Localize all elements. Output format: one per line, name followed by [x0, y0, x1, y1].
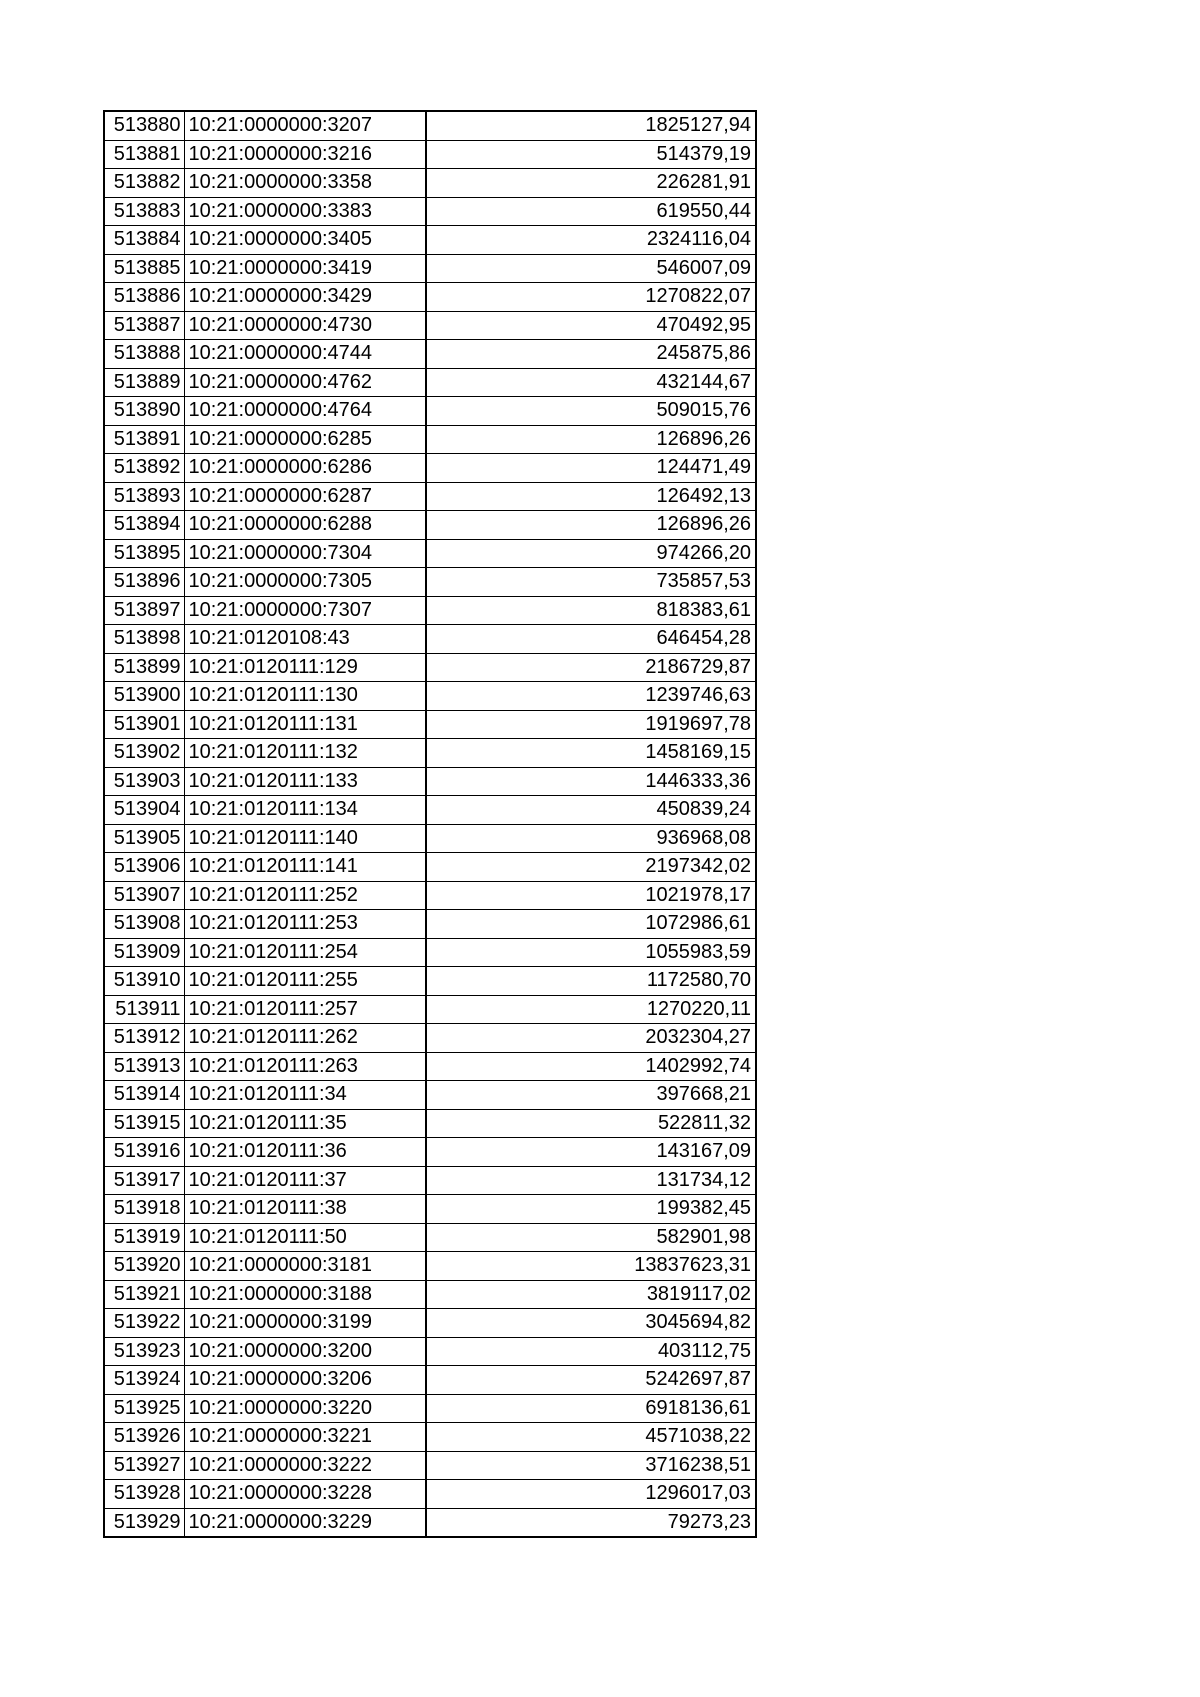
row-id-cell: 513918	[104, 1195, 184, 1224]
row-id-cell: 513928	[104, 1480, 184, 1509]
row-id-cell: 513903	[104, 767, 184, 796]
row-id-cell: 513886	[104, 283, 184, 312]
table-body	[104, 111, 756, 1537]
cadastral-number-cell: 10:21:0120111:35	[184, 1109, 426, 1138]
cadastral-number-cell: 10:21:0120111:262	[184, 1024, 426, 1053]
table-row	[104, 283, 756, 312]
row-id-cell: 513891	[104, 425, 184, 454]
table-row	[104, 425, 756, 454]
value-cell: 1919697,78	[426, 710, 756, 739]
table-row	[104, 1223, 756, 1252]
cadastral-number-cell: 10:21:0000000:3188	[184, 1280, 426, 1309]
value-cell: 646454,28	[426, 625, 756, 654]
cadastral-number-cell: 10:21:0000000:7304	[184, 539, 426, 568]
data-table	[103, 110, 757, 1538]
value-cell: 245875,86	[426, 340, 756, 369]
table-row	[104, 1252, 756, 1281]
row-id-cell: 513890	[104, 397, 184, 426]
cadastral-number-cell: 10:21:0000000:6288	[184, 511, 426, 540]
row-id-cell: 513904	[104, 796, 184, 825]
cadastral-number-cell: 10:21:0000000:7307	[184, 596, 426, 625]
value-cell: 3819117,02	[426, 1280, 756, 1309]
value-cell: 514379,19	[426, 140, 756, 169]
table-row	[104, 1024, 756, 1053]
cadastral-number-cell: 10:21:0000000:3200	[184, 1337, 426, 1366]
table-row	[104, 254, 756, 283]
row-id-cell: 513887	[104, 311, 184, 340]
row-id-cell: 513917	[104, 1166, 184, 1195]
cadastral-number-cell: 10:21:0000000:3228	[184, 1480, 426, 1509]
cadastral-number-cell: 10:21:0120111:263	[184, 1052, 426, 1081]
row-id-cell: 513883	[104, 197, 184, 226]
row-id-cell: 513894	[104, 511, 184, 540]
table-row	[104, 767, 756, 796]
row-id-cell: 513912	[104, 1024, 184, 1053]
table-row	[104, 397, 756, 426]
value-cell: 450839,24	[426, 796, 756, 825]
value-cell: 522811,32	[426, 1109, 756, 1138]
cadastral-number-cell: 10:21:0120111:254	[184, 938, 426, 967]
table-row	[104, 1138, 756, 1167]
row-id-cell: 513926	[104, 1423, 184, 1452]
table-row	[104, 881, 756, 910]
row-id-cell: 513893	[104, 482, 184, 511]
value-cell: 2324116,04	[426, 226, 756, 255]
cadastral-number-cell: 10:21:0120111:34	[184, 1081, 426, 1110]
cadastral-number-cell: 10:21:0120111:253	[184, 910, 426, 939]
row-id-cell: 513895	[104, 539, 184, 568]
table-row	[104, 1480, 756, 1509]
table-row	[104, 1508, 756, 1537]
table-row	[104, 853, 756, 882]
value-cell: 6918136,61	[426, 1394, 756, 1423]
value-cell: 582901,98	[426, 1223, 756, 1252]
table-row	[104, 568, 756, 597]
row-id-cell: 513880	[104, 111, 184, 140]
value-cell: 546007,09	[426, 254, 756, 283]
table-row	[104, 910, 756, 939]
value-cell: 124471,49	[426, 454, 756, 483]
table-row	[104, 1309, 756, 1338]
row-id-cell: 513882	[104, 169, 184, 198]
value-cell: 2197342,02	[426, 853, 756, 882]
cadastral-number-cell: 10:21:0120111:255	[184, 967, 426, 996]
value-cell: 1825127,94	[426, 111, 756, 140]
cadastral-number-cell: 10:21:0000000:4762	[184, 368, 426, 397]
cadastral-number-cell: 10:21:0120111:134	[184, 796, 426, 825]
row-id-cell: 513881	[104, 140, 184, 169]
value-cell: 1446333,36	[426, 767, 756, 796]
value-cell: 1402992,74	[426, 1052, 756, 1081]
cadastral-number-cell: 10:21:0120111:37	[184, 1166, 426, 1195]
table-row	[104, 226, 756, 255]
value-cell: 5242697,87	[426, 1366, 756, 1395]
table-row	[104, 368, 756, 397]
value-cell: 1072986,61	[426, 910, 756, 939]
table-row	[104, 1423, 756, 1452]
value-cell: 126492,13	[426, 482, 756, 511]
table-row	[104, 1166, 756, 1195]
cadastral-number-cell: 10:21:0120111:36	[184, 1138, 426, 1167]
value-cell: 1270220,11	[426, 995, 756, 1024]
row-id-cell: 513925	[104, 1394, 184, 1423]
cadastral-number-cell: 10:21:0120111:133	[184, 767, 426, 796]
table-row	[104, 1366, 756, 1395]
row-id-cell: 513916	[104, 1138, 184, 1167]
row-id-cell: 513888	[104, 340, 184, 369]
value-cell: 432144,67	[426, 368, 756, 397]
cadastral-number-cell: 10:21:0000000:3221	[184, 1423, 426, 1452]
cadastral-number-cell: 10:21:0000000:6285	[184, 425, 426, 454]
value-cell: 2186729,87	[426, 653, 756, 682]
value-cell: 126896,26	[426, 511, 756, 540]
value-cell: 936968,08	[426, 824, 756, 853]
table-row	[104, 625, 756, 654]
cadastral-number-cell: 10:21:0000000:6287	[184, 482, 426, 511]
value-cell: 974266,20	[426, 539, 756, 568]
table-row	[104, 111, 756, 140]
table-row	[104, 1337, 756, 1366]
table-row	[104, 596, 756, 625]
cadastral-number-cell: 10:21:0000000:3220	[184, 1394, 426, 1423]
cadastral-number-cell: 10:21:0000000:3222	[184, 1451, 426, 1480]
row-id-cell: 513892	[104, 454, 184, 483]
table-row	[104, 169, 756, 198]
cadastral-number-cell: 10:21:0000000:3181	[184, 1252, 426, 1281]
table-row	[104, 938, 756, 967]
cadastral-number-cell: 10:21:0000000:4764	[184, 397, 426, 426]
value-cell: 619550,44	[426, 197, 756, 226]
row-id-cell: 513897	[104, 596, 184, 625]
cadastral-number-cell: 10:21:0120111:50	[184, 1223, 426, 1252]
row-id-cell: 513900	[104, 682, 184, 711]
value-cell: 131734,12	[426, 1166, 756, 1195]
table-row	[104, 1052, 756, 1081]
row-id-cell: 513922	[104, 1309, 184, 1338]
cadastral-number-cell: 10:21:0000000:3206	[184, 1366, 426, 1395]
value-cell: 143167,09	[426, 1138, 756, 1167]
cadastral-number-cell: 10:21:0120111:38	[184, 1195, 426, 1224]
table-row	[104, 197, 756, 226]
table-row	[104, 967, 756, 996]
table-row	[104, 1394, 756, 1423]
cadastral-number-cell: 10:21:0120111:130	[184, 682, 426, 711]
value-cell: 1055983,59	[426, 938, 756, 967]
row-id-cell: 513884	[104, 226, 184, 255]
value-cell: 397668,21	[426, 1081, 756, 1110]
table-row	[104, 824, 756, 853]
cadastral-number-cell: 10:21:0000000:3419	[184, 254, 426, 283]
table-row	[104, 311, 756, 340]
row-id-cell: 513914	[104, 1081, 184, 1110]
table-row	[104, 140, 756, 169]
cadastral-number-cell: 10:21:0120111:252	[184, 881, 426, 910]
table-row	[104, 539, 756, 568]
table-row	[104, 454, 756, 483]
cadastral-number-cell: 10:21:0000000:3429	[184, 283, 426, 312]
cadastral-number-cell: 10:21:0000000:3383	[184, 197, 426, 226]
row-id-cell: 513905	[104, 824, 184, 853]
table-row	[104, 995, 756, 1024]
table-row	[104, 340, 756, 369]
value-cell: 79273,23	[426, 1508, 756, 1537]
row-id-cell: 513924	[104, 1366, 184, 1395]
table-row	[104, 1280, 756, 1309]
value-cell: 1239746,63	[426, 682, 756, 711]
value-cell: 226281,91	[426, 169, 756, 198]
cadastral-number-cell: 10:21:0000000:3216	[184, 140, 426, 169]
cadastral-number-cell: 10:21:0120111:129	[184, 653, 426, 682]
cadastral-number-cell: 10:21:0000000:3199	[184, 1309, 426, 1338]
value-cell: 1458169,15	[426, 739, 756, 768]
cadastral-number-cell: 10:21:0120111:141	[184, 853, 426, 882]
table-row	[104, 682, 756, 711]
row-id-cell: 513906	[104, 853, 184, 882]
row-id-cell: 513907	[104, 881, 184, 910]
row-id-cell: 513885	[104, 254, 184, 283]
row-id-cell: 513911	[104, 995, 184, 1024]
table-row	[104, 1451, 756, 1480]
value-cell: 199382,45	[426, 1195, 756, 1224]
row-id-cell: 513915	[104, 1109, 184, 1138]
value-cell: 2032304,27	[426, 1024, 756, 1053]
row-id-cell: 513889	[104, 368, 184, 397]
value-cell: 735857,53	[426, 568, 756, 597]
cadastral-number-cell: 10:21:0000000:7305	[184, 568, 426, 597]
table-row	[104, 653, 756, 682]
value-cell: 403112,75	[426, 1337, 756, 1366]
row-id-cell: 513919	[104, 1223, 184, 1252]
row-id-cell: 513902	[104, 739, 184, 768]
cadastral-number-cell: 10:21:0000000:3358	[184, 169, 426, 198]
row-id-cell: 513923	[104, 1337, 184, 1366]
cadastral-number-cell: 10:21:0000000:3207	[184, 111, 426, 140]
table-row	[104, 1195, 756, 1224]
cadastral-number-cell: 10:21:0000000:6286	[184, 454, 426, 483]
cadastral-number-cell: 10:21:0120111:132	[184, 739, 426, 768]
row-id-cell: 513913	[104, 1052, 184, 1081]
row-id-cell: 513920	[104, 1252, 184, 1281]
row-id-cell: 513929	[104, 1508, 184, 1537]
row-id-cell: 513910	[104, 967, 184, 996]
value-cell: 1172580,70	[426, 967, 756, 996]
table-row	[104, 1109, 756, 1138]
value-cell: 3045694,82	[426, 1309, 756, 1338]
cadastral-number-cell: 10:21:0000000:4744	[184, 340, 426, 369]
row-id-cell: 513921	[104, 1280, 184, 1309]
row-id-cell: 513901	[104, 710, 184, 739]
value-cell: 1021978,17	[426, 881, 756, 910]
table-row	[104, 511, 756, 540]
value-cell: 1270822,07	[426, 283, 756, 312]
value-cell: 470492,95	[426, 311, 756, 340]
row-id-cell: 513908	[104, 910, 184, 939]
row-id-cell: 513899	[104, 653, 184, 682]
value-cell: 509015,76	[426, 397, 756, 426]
row-id-cell: 513909	[104, 938, 184, 967]
value-cell: 4571038,22	[426, 1423, 756, 1452]
value-cell: 126896,26	[426, 425, 756, 454]
value-cell: 818383,61	[426, 596, 756, 625]
value-cell: 1296017,03	[426, 1480, 756, 1509]
row-id-cell: 513927	[104, 1451, 184, 1480]
cadastral-number-cell: 10:21:0120111:131	[184, 710, 426, 739]
row-id-cell: 513898	[104, 625, 184, 654]
value-cell: 13837623,31	[426, 1252, 756, 1281]
value-cell: 3716238,51	[426, 1451, 756, 1480]
table-row	[104, 739, 756, 768]
cadastral-number-cell: 10:21:0000000:3229	[184, 1508, 426, 1537]
cadastral-number-cell: 10:21:0120111:140	[184, 824, 426, 853]
row-id-cell: 513896	[104, 568, 184, 597]
table-row	[104, 796, 756, 825]
cadastral-number-cell: 10:21:0000000:4730	[184, 311, 426, 340]
cadastral-number-cell: 10:21:0120111:257	[184, 995, 426, 1024]
table-row	[104, 482, 756, 511]
cadastral-number-cell: 10:21:0000000:3405	[184, 226, 426, 255]
table-row	[104, 1081, 756, 1110]
cadastral-number-cell: 10:21:0120108:43	[184, 625, 426, 654]
table-row	[104, 710, 756, 739]
